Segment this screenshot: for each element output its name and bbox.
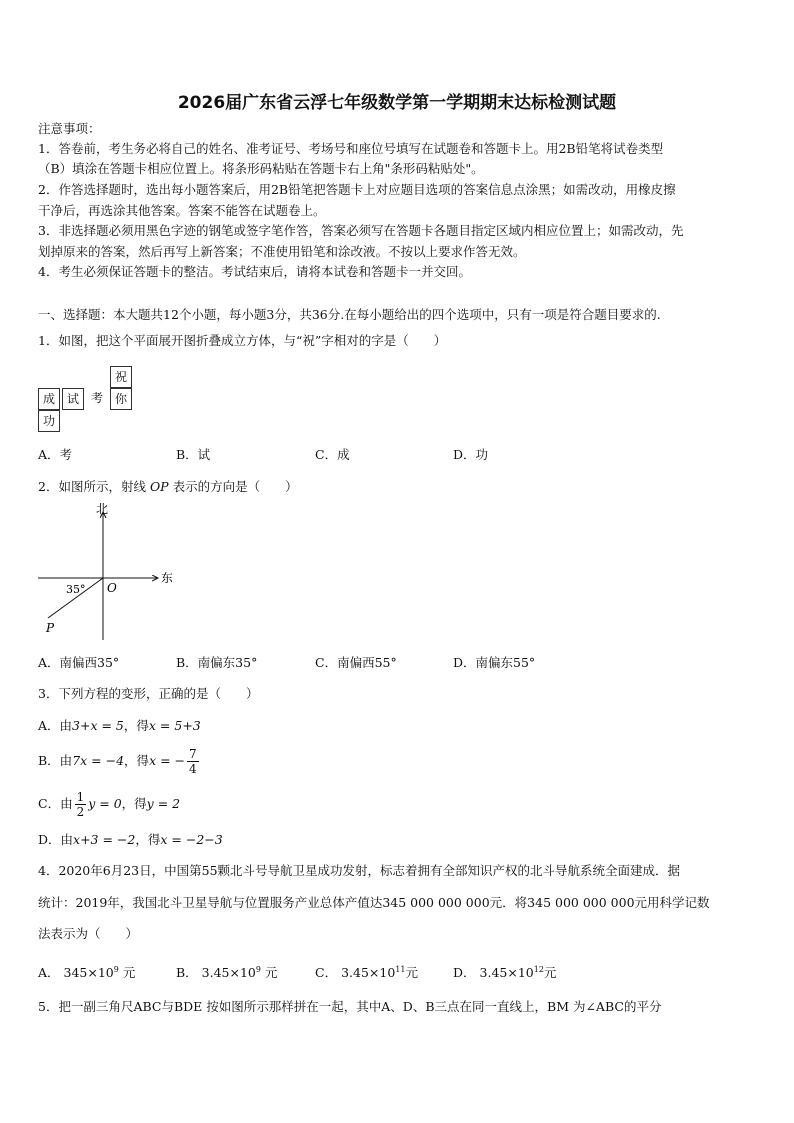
origin-label: O (107, 581, 117, 595)
point-label: P (46, 621, 55, 635)
angle-label: 35° (66, 583, 86, 596)
net-cell: 祝 (110, 366, 132, 388)
q2-stem: 2．如图所示，射线 OP 表示的方向是（ ） (38, 479, 298, 494)
q1-option-c: C．成 (315, 447, 350, 462)
q3-option-c: C．由 $\frac{1}{2}$ y = 0，得y = 2 (38, 790, 181, 819)
net-cell: 考 (90, 391, 103, 405)
q5-line: 5．把一副三角尺ABC与BDE 按如图所示那样拼在一起，其中A、D、B三点在同一直线上，BM 为∠ABC的平分 (38, 999, 662, 1014)
q2-direction-figure (30, 500, 190, 645)
q1-option-d: D．功 (453, 447, 489, 462)
q4-option-c: C． $3.45\times 10^{11}$元 (315, 965, 418, 981)
q2-option-d: D．南偏东55° (453, 655, 536, 670)
q2-option-c: C．南偏西55° (315, 655, 397, 670)
net-cell: 成 (38, 388, 60, 410)
net-cell: 试 (62, 388, 84, 410)
q3-option-a: A．由3+x = 5，得x = 5+3 (38, 718, 201, 733)
q2-option-a: A．南偏西35° (38, 655, 120, 670)
notice-line: （B）填涂在答题卡相应位置上。将条形码粘贴在答题卡右上角"条形码粘贴处"。 (38, 161, 484, 176)
net-cell: 功 (38, 410, 60, 432)
notice-line: 干净后，再选涂其他答案。答案不能答在试题卷上。 (38, 203, 326, 218)
q1-option-a: A．考 (38, 447, 73, 462)
q3-stem: 3．下列方程的变形，正确的是（ ） (38, 686, 259, 701)
section-heading: 一、选择题：本大题共12个小题，每小题3分，共36分.在每小题给出的四个选项中，只有一项是符合题目要求的. (38, 307, 661, 322)
q2-option-b: B．南偏东35° (176, 655, 258, 670)
q4-option-b: B． $3.45\times 10^9$ 元 (176, 965, 278, 981)
notice-line: 4．考生必须保证答题卡的整洁。考试结束后，请将本试卷和答题卡一并交回。 (38, 264, 471, 279)
north-label: 北 (96, 502, 109, 516)
page-title: 2026届广东省云浮七年级数学第一学期期末达标检测试题 (177, 93, 617, 113)
q4-line: 法表示为（ ） (38, 926, 139, 941)
q4-line: 统计：2019年，我国北斗卫星导航与位置服务产业总体产值达345 000 000 000元．将345 000 000 000元用科学记数 (38, 895, 710, 910)
east-label: 东 (161, 571, 174, 585)
notice-line: 2．作答选择题时，选出每小题答案后，用2B铅笔把答题卡上对应题目选项的答案信息点涂黑；如需改动，用橡皮擦 (38, 182, 676, 197)
q3-option-d: D．由x+3 = −2，得x = −2−3 (38, 832, 223, 847)
notice-line: 划掉原来的答案，然后再写上新答案；不准使用铅笔和涂改液。不按以上要求作答无效。 (38, 244, 526, 259)
q1-option-b: B．试 (176, 447, 211, 462)
notice-heading: 注意事项： (38, 121, 101, 136)
notice-line: 1．答卷前，考生务必将自己的姓名、准考证号、考场号和座位号填写在试题卷和答题卡上。用2B铅笔将试卷类型 (38, 141, 664, 156)
notice-line: 3．非选择题必须用黑色字迹的钢笔或签字笔作答，答案必须写在答题卡各题目指定区域内相应位置上；如需改动，先 (38, 223, 684, 238)
q4-line: 4．2020年6月23日，中国第55颗北斗号导航卫星成功发射，标志着拥有全部知识产权的北斗导航系统全面建成．据 (38, 863, 681, 878)
q1-stem: 1．如图，把这个平面展开图折叠成立方体，与“祝”字相对的字是（ ） (38, 333, 447, 348)
q3-option-b: B．由7x = −4，得x = − $\frac{7}{4}$ (38, 747, 197, 776)
q4-option-a: A． $345\times 10^9$ 元 (38, 965, 136, 981)
net-cell: 你 (110, 388, 132, 410)
q4-option-d: D． $3.45\times 10^{12}$元 (453, 965, 557, 981)
